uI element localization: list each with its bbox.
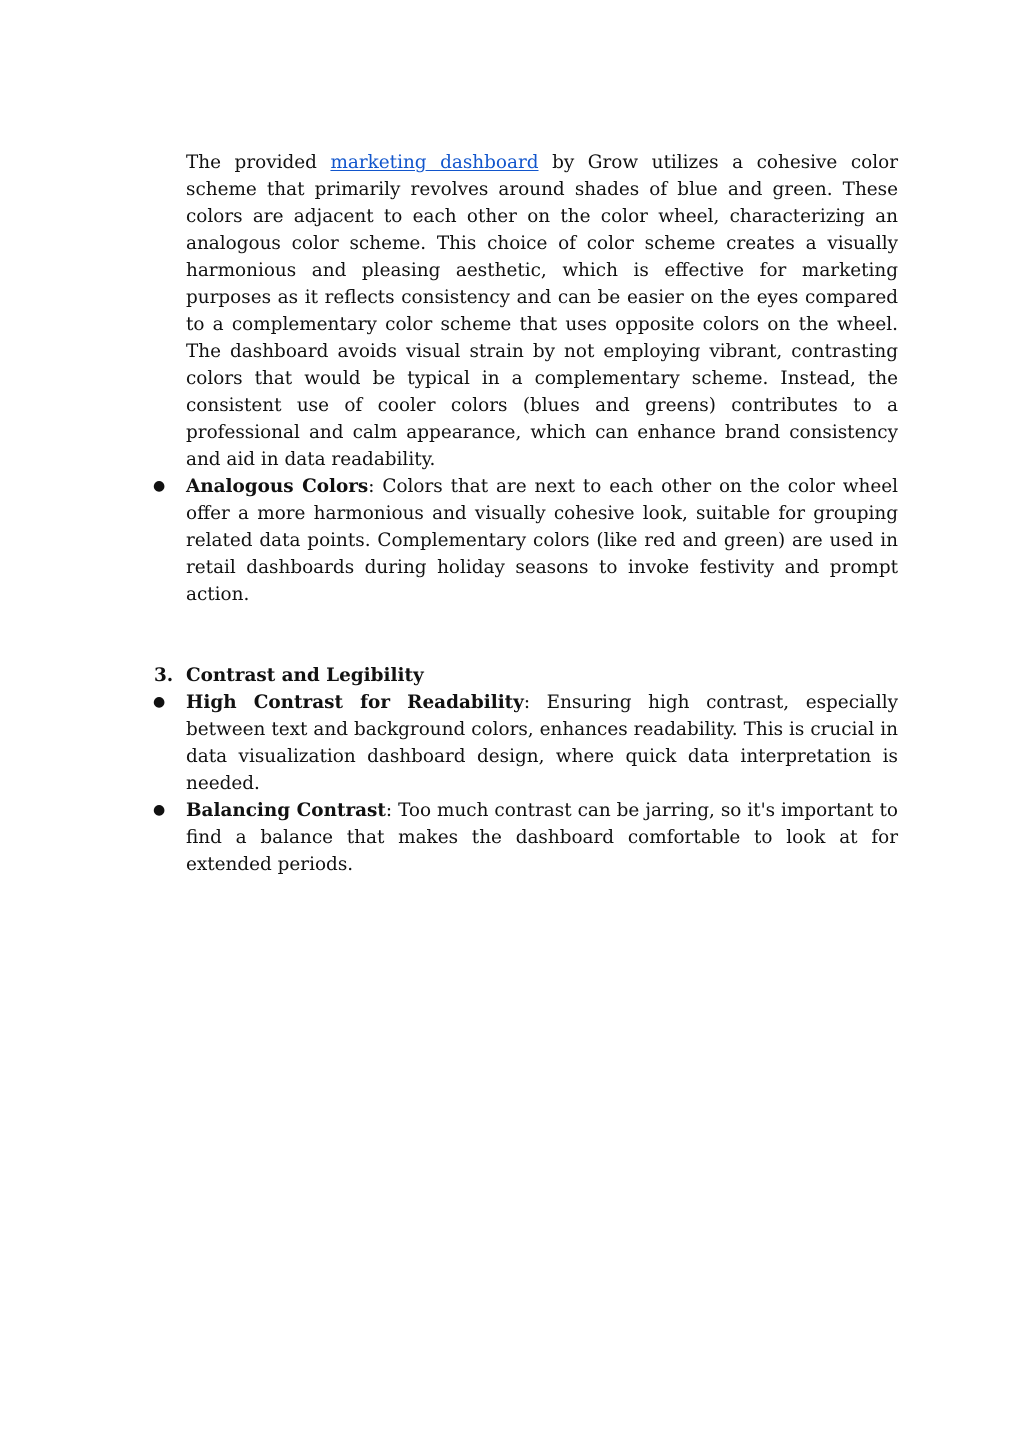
intro-paragraph [186,149,898,473]
analogous-colors-text: : Colors that are next to each other on the color wheel offer a more harmonious and visually cohesive look, suitable for grouping related data points. Complementary colors (like red and green) are used in retail dashboards during holiday seasons to invoke festivity and prompt action. [186,476,898,605]
balancing-contrast-text: : Too much contrast can be jarring, so it's important to find a balance that makes the dashboard comfortable to look at for extended periods. [186,800,898,875]
marketing-dashboard-link[interactable]: marketing dashboard [330,152,539,173]
section-heading-text: Contrast and Legibility [186,665,424,686]
list-item-high-contrast [153,689,898,797]
bullet-icon: ● [153,478,166,494]
section-3-heading [154,662,898,689]
balancing-contrast-term: Balancing Contrast [186,800,386,821]
high-contrast-text: : Ensuring high contrast, especially between text and background colors, enhances readability. This is crucial in data visualization dashboard design, where quick data interpretation is needed. [186,692,898,794]
analogous-colors-term: Analogous Colors [186,476,369,497]
section-3 [153,662,898,878]
list-item-analogous-colors [153,473,898,608]
contrast-bullet-list [153,689,898,878]
high-contrast-term: High Contrast for Readability [186,692,524,713]
list-item-balancing-contrast [153,797,898,878]
intro-text-after-link: by Grow utilizes a cohesive color scheme that primarily revolves around shades of blue and green. These colors are adjacent to each other on the color wheel, characterizing an analogous color scheme. This choice of color scheme creates a visually harmonious and pleasing aesthetic, which is effective for marketing purposes as it reflects consistency and can be easier on the eyes compared to a complementary color scheme that uses opposite colors on the wheel. The dashboard avoids visual strain by not employing vibrant, contrasting colors that would be typical in a complementary scheme. Instead, the consistent use of cooler colors (blues and greens) contributes to a professional and calm appearance, which can enhance brand consistency and aid in data readability. [186,152,898,470]
analogous-bullet-list [153,473,898,608]
section-number: 3. [154,665,174,686]
bullet-icon: ● [153,802,166,818]
intro-text-before-link: The provided [186,152,331,173]
bullet-icon: ● [153,694,166,710]
